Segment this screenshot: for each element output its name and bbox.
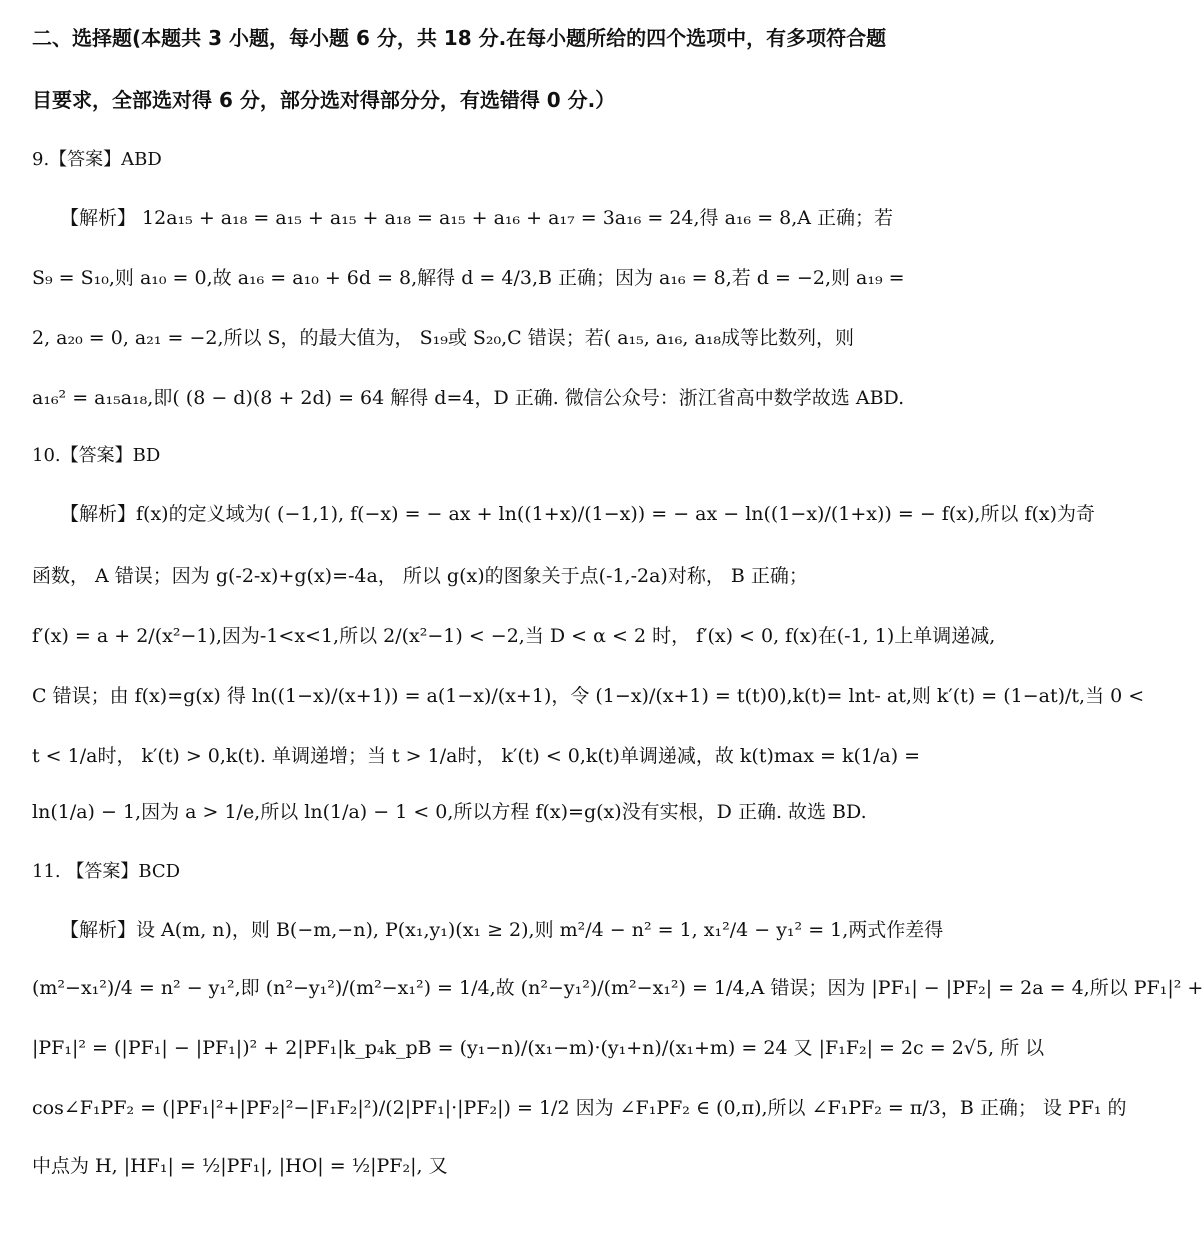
- q11-analysis-line3: |PF₁|² = (|PF₁| − |PF₁|)² + 2|PF₁|k_p₄k_pB = (y₁−n)/(x₁−m)·(y₁+n)/(x₁+m) = 24 又 |F₁F₂| = 2c = 2√5, 所 以: [32, 1037, 1045, 1059]
- q10-analysis-line4: C 错误；由 f(x)=g(x) 得 ln((1−x)/(x+1)) = a(1−x)/(x+1)，令 (1−x)/(x+1) = t(t)0),k(t)= lnt- at,则 k′(t) = (1−at)/t,当 0 <: [32, 685, 1145, 707]
- q10-analysis-line2: 函数， A 错误；因为 g(-2-x)+g(x)=-4a， 所以 g(x)的图象关于点(-1,-2a)对称， B 正确；: [32, 565, 808, 587]
- q10-answer: 10.【答案】BD: [32, 445, 161, 466]
- q9-analysis-line4: a₁₆² = a₁₅a₁₈,即( (8 − d)(8 + 2d) = 64 解得 d=4，D 正确. 微信公众号：浙江省高中数学故选 ABD.: [32, 387, 905, 409]
- q11-answer: 11. 【答案】BCD: [32, 861, 181, 882]
- q10-analysis-line3: f′(x) = a + 2/(x²−1),因为-1<x<1,所以 2/(x²−1) < −2,当 D < α < 2 时， f′(x) < 0, f(x)在(-1, 1)上单调递减,: [32, 625, 996, 647]
- q11-analysis-line2: (m²−x₁²)/4 = n² − y₁²,即 (n²−y₁²)/(m²−x₁²) = 1/4,故 (n²−y₁²)/(m²−x₁²) = 1/4,A 错误；因为 |PF₁| − |PF₂| = 2a = 4,所以 PF₁|² +: [32, 977, 1203, 999]
- q11-analysis-line5: 中点为 H, |HF₁| = ½|PF₁|, |HO| = ½|PF₂|, 又: [32, 1155, 448, 1177]
- section-heading-line2: 目要求，全部选对得 6 分，部分选对得部分分，有选错得 0 分.）: [32, 88, 616, 112]
- section-heading-line1: 二、选择题(本题共 3 小题，每小题 6 分，共 18 分.在每小题所给的四个选项中，有多项符合题: [32, 26, 887, 50]
- q10-analysis-line1: 【解析】f(x)的定义域为( (−1,1), f(−x) = − ax + ln((1+x)/(1−x)) = − ax − ln((1−x)/(1+x)) = − f(x),所以 f(x)为奇: [60, 503, 1096, 525]
- q9-analysis-line1: 【解析】 12a₁₅ + a₁₈ = a₁₅ + a₁₅ + a₁₈ = a₁₅ + a₁₆ + a₁₇ = 3a₁₆ = 24,得 a₁₆ = 8,A 正确；若: [60, 207, 894, 229]
- q9-analysis-line2: S₉ = S₁₀,则 a₁₀ = 0,故 a₁₆ = a₁₀ + 6d = 8,解得 d = 4/3,B 正确；因为 a₁₆ = 8,若 d = −2,则 a₁₉ =: [32, 267, 905, 289]
- q10-analysis-line6: ln(1/a) − 1,因为 a > 1/e,所以 ln(1/a) − 1 < 0,所以方程 f(x)=g(x)没有实根，D 正确. 故选 BD.: [32, 801, 867, 823]
- q10-analysis-line5: t < 1/a时， k′(t) > 0,k(t). 单调递增；当 t > 1/a时， k′(t) < 0,k(t)单调递减，故 k(t)max = k(1/a) =: [32, 745, 921, 767]
- q9-analysis-line3: 2, a₂₀ = 0, a₂₁ = −2,所以 S，的最大值为， S₁₉或 S₂₀,C 错误；若( a₁₅, a₁₆, a₁₈成等比数列，则: [32, 327, 855, 349]
- q11-analysis-line1: 【解析】设 A(m, n)，则 B(−m,−n), P(x₁,y₁)(x₁ ≥ 2),则 m²/4 − n² = 1, x₁²/4 − y₁² = 1,两式作差得: [60, 919, 944, 941]
- q11-analysis-line4: cos∠F₁PF₂ = (|PF₁|²+|PF₂|²−|F₁F₂|²)/(2|PF₁|·|PF₂|) = 1/2 因为 ∠F₁PF₂ ∈ (0,π),所以 ∠F₁PF₂ = π/3，B 正确； 设 PF₁ 的: [32, 1097, 1127, 1119]
- q9-answer: 9.【答案】ABD: [32, 149, 162, 170]
